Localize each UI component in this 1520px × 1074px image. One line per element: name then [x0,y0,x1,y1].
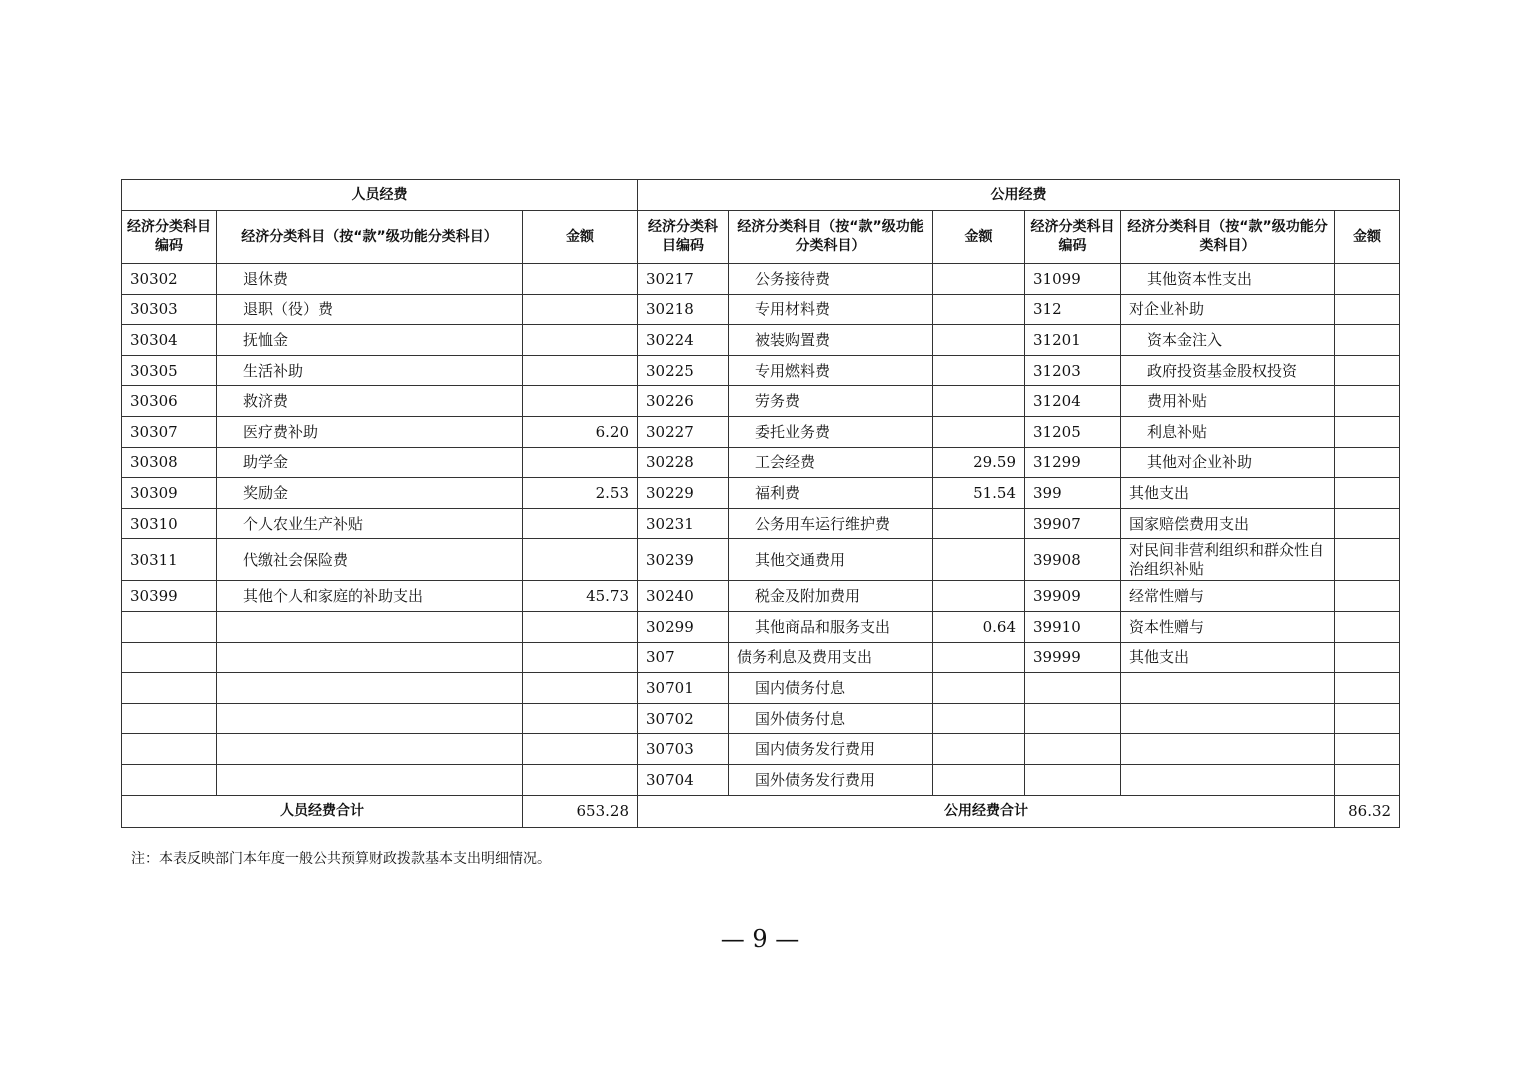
code-cell: 30304 [122,325,217,356]
code-cell: 30310 [122,508,217,539]
amount-cell [933,734,1025,765]
amount-cell [523,673,638,704]
item-name-cell: 税金及附加费用 [729,581,933,612]
item-name-cell: 对企业补助 [1121,294,1335,325]
amount-cell [1335,478,1400,509]
table-row [122,508,1400,539]
amount-cell [523,355,638,386]
item-name-cell: 国外债务发行费用 [729,764,933,795]
code-cell: 399 [1025,478,1121,509]
item-name-cell: 救济费 [217,386,523,417]
item-name-cell: 国外债务付息 [729,703,933,734]
item-name-cell: 其他支出 [1121,478,1335,509]
code-cell: 30231 [638,508,729,539]
code-cell: 30399 [122,581,217,612]
code-cell: 30227 [638,416,729,447]
amount-cell [933,508,1025,539]
amount-cell [1335,611,1400,642]
item-name-cell: 助学金 [217,447,523,478]
amount-cell [933,386,1025,417]
amount-cell: 45.73 [523,581,638,612]
item-name-cell: 资本性赠与 [1121,611,1335,642]
item-name-cell: 工会经费 [729,447,933,478]
code-cell: 30239 [638,539,729,581]
item-name-cell: 经常性赠与 [1121,581,1335,612]
amount-cell [523,539,638,581]
public-total-label: 公用经费合计 [638,795,1335,827]
item-name-cell: 公务用车运行维护费 [729,508,933,539]
item-name-cell: 其他个人和家庭的补助支出 [217,581,523,612]
col-header-code: 经济分类科目编码 [638,211,729,264]
code-cell: 30224 [638,325,729,356]
page-number: — 9 — [720,925,800,953]
col-header-amount: 金额 [933,211,1025,264]
item-name-cell [1121,764,1335,795]
col-header-name: 经济分类科目（按“款”级功能分类科目） [217,211,523,264]
item-name-cell: 其他支出 [1121,642,1335,673]
col-header-code: 经济分类科目编码 [122,211,217,264]
amount-cell [1335,447,1400,478]
code-cell: 31204 [1025,386,1121,417]
code-cell: 31201 [1025,325,1121,356]
item-name-cell: 对民间非营利组织和群众性自治组织补贴 [1121,539,1335,581]
amount-cell [1335,264,1400,295]
amount-cell [523,294,638,325]
code-cell: 30302 [122,264,217,295]
personnel-total-value: 653.28 [523,795,638,827]
item-name-cell: 代缴社会保险费 [217,539,523,581]
item-name-cell: 国内债务发行费用 [729,734,933,765]
code-cell: 39908 [1025,539,1121,581]
item-name-cell [217,642,523,673]
amount-cell [933,703,1025,734]
code-cell: 31203 [1025,355,1121,386]
code-cell: 30228 [638,447,729,478]
item-name-cell: 劳务费 [729,386,933,417]
table-row [122,764,1400,795]
code-cell: 30305 [122,355,217,386]
totals-row [122,795,1400,827]
personnel-group-title: 人员经费 [122,180,638,211]
amount-cell [933,325,1025,356]
amount-cell [933,355,1025,386]
item-name-cell [217,611,523,642]
col-header-amount: 金额 [1335,211,1400,264]
code-cell [1025,764,1121,795]
amount-cell [1335,508,1400,539]
code-cell: 31205 [1025,416,1121,447]
amount-cell [523,386,638,417]
amount-cell: 6.20 [523,416,638,447]
item-name-cell: 债务利息及费用支出 [729,642,933,673]
item-name-cell: 奖励金 [217,478,523,509]
table-row [122,642,1400,673]
amount-cell: 29.59 [933,447,1025,478]
code-cell: 307 [638,642,729,673]
item-name-cell: 费用补贴 [1121,386,1335,417]
amount-cell: 0.64 [933,611,1025,642]
item-name-cell: 其他交通费用 [729,539,933,581]
item-name-cell: 政府投资基金股权投资 [1121,355,1335,386]
code-cell [1025,734,1121,765]
amount-cell [1335,642,1400,673]
item-name-cell [1121,734,1335,765]
amount-cell [933,264,1025,295]
code-cell: 30701 [638,673,729,704]
column-header-row [122,211,1400,264]
code-cell: 30217 [638,264,729,295]
item-name-cell: 委托业务费 [729,416,933,447]
item-name-cell: 抚恤金 [217,325,523,356]
group-header-row [122,180,1400,211]
table-row [122,673,1400,704]
item-name-cell: 资本金注入 [1121,325,1335,356]
amount-cell [1335,764,1400,795]
item-name-cell: 退职（役）费 [217,294,523,325]
amount-cell [933,539,1025,581]
amount-cell [933,294,1025,325]
code-cell: 30226 [638,386,729,417]
code-cell: 39907 [1025,508,1121,539]
item-name-cell: 国家赔偿费用支出 [1121,508,1335,539]
col-header-amount: 金额 [523,211,638,264]
amount-cell [523,611,638,642]
amount-cell [1335,294,1400,325]
code-cell: 31099 [1025,264,1121,295]
item-name-cell: 专用材料费 [729,294,933,325]
item-name-cell: 国内债务付息 [729,673,933,704]
amount-cell [933,642,1025,673]
amount-cell [1335,355,1400,386]
code-cell: 30299 [638,611,729,642]
item-name-cell: 其他商品和服务支出 [729,611,933,642]
code-cell: 30308 [122,447,217,478]
item-name-cell [217,703,523,734]
code-cell: 30309 [122,478,217,509]
code-cell [122,611,217,642]
item-name-cell: 利息补贴 [1121,416,1335,447]
amount-cell [1335,581,1400,612]
table-row [122,386,1400,417]
code-cell: 30303 [122,294,217,325]
col-header-name: 经济分类科目（按“款”级功能分类科目） [1121,211,1335,264]
amount-cell [523,764,638,795]
item-name-cell: 个人农业生产补贴 [217,508,523,539]
code-cell: 30225 [638,355,729,386]
code-cell: 30218 [638,294,729,325]
table-row [122,355,1400,386]
amount-cell [523,703,638,734]
code-cell [122,642,217,673]
item-name-cell: 公务接待费 [729,264,933,295]
code-cell: 39910 [1025,611,1121,642]
item-name-cell: 退休费 [217,264,523,295]
table-row [122,703,1400,734]
code-cell: 30703 [638,734,729,765]
code-cell: 312 [1025,294,1121,325]
expenditure-table [121,179,1400,828]
item-name-cell: 福利费 [729,478,933,509]
amount-cell [933,673,1025,704]
amount-cell [523,642,638,673]
code-cell [1025,673,1121,704]
amount-cell [523,734,638,765]
code-cell: 30306 [122,386,217,417]
amount-cell [523,264,638,295]
table-row [122,478,1400,509]
table-row [122,294,1400,325]
table-note: 注：本表反映部门本年度一般公共预算财政拨款基本支出明细情况。 [131,851,551,867]
amount-cell [1335,703,1400,734]
amount-cell [1335,416,1400,447]
amount-cell: 51.54 [933,478,1025,509]
code-cell [122,764,217,795]
amount-cell [523,508,638,539]
item-name-cell: 生活补助 [217,355,523,386]
amount-cell [1335,734,1400,765]
table-row [122,539,1400,581]
amount-cell [1335,673,1400,704]
personnel-total-label: 人员经费合计 [122,795,523,827]
item-name-cell [1121,703,1335,734]
code-cell: 30240 [638,581,729,612]
code-cell: 31299 [1025,447,1121,478]
code-cell [122,734,217,765]
table-row [122,734,1400,765]
item-name-cell: 其他对企业补助 [1121,447,1335,478]
code-cell [122,673,217,704]
code-cell [1025,703,1121,734]
item-name-cell: 专用燃料费 [729,355,933,386]
code-cell: 30704 [638,764,729,795]
code-cell: 30311 [122,539,217,581]
item-name-cell [217,764,523,795]
code-cell: 30702 [638,703,729,734]
amount-cell [1335,539,1400,581]
amount-cell [523,447,638,478]
col-header-name: 经济分类科目（按“款”级功能分类科目） [729,211,933,264]
table-row [122,447,1400,478]
col-header-code: 经济分类科目编码 [1025,211,1121,264]
table-row [122,325,1400,356]
amount-cell [1335,386,1400,417]
table-row [122,611,1400,642]
code-cell: 30229 [638,478,729,509]
item-name-cell: 被装购置费 [729,325,933,356]
item-name-cell: 其他资本性支出 [1121,264,1335,295]
table-row [122,581,1400,612]
code-cell: 39909 [1025,581,1121,612]
table-row [122,264,1400,295]
table-row [122,416,1400,447]
amount-cell [933,764,1025,795]
public-group-title: 公用经费 [638,180,1400,211]
code-cell: 30307 [122,416,217,447]
public-total-value: 86.32 [1335,795,1400,827]
amount-cell [933,416,1025,447]
item-name-cell [217,673,523,704]
code-cell [122,703,217,734]
amount-cell: 2.53 [523,478,638,509]
item-name-cell [1121,673,1335,704]
amount-cell [523,325,638,356]
code-cell: 39999 [1025,642,1121,673]
amount-cell [933,581,1025,612]
item-name-cell: 医疗费补助 [217,416,523,447]
item-name-cell [217,734,523,765]
amount-cell [1335,325,1400,356]
